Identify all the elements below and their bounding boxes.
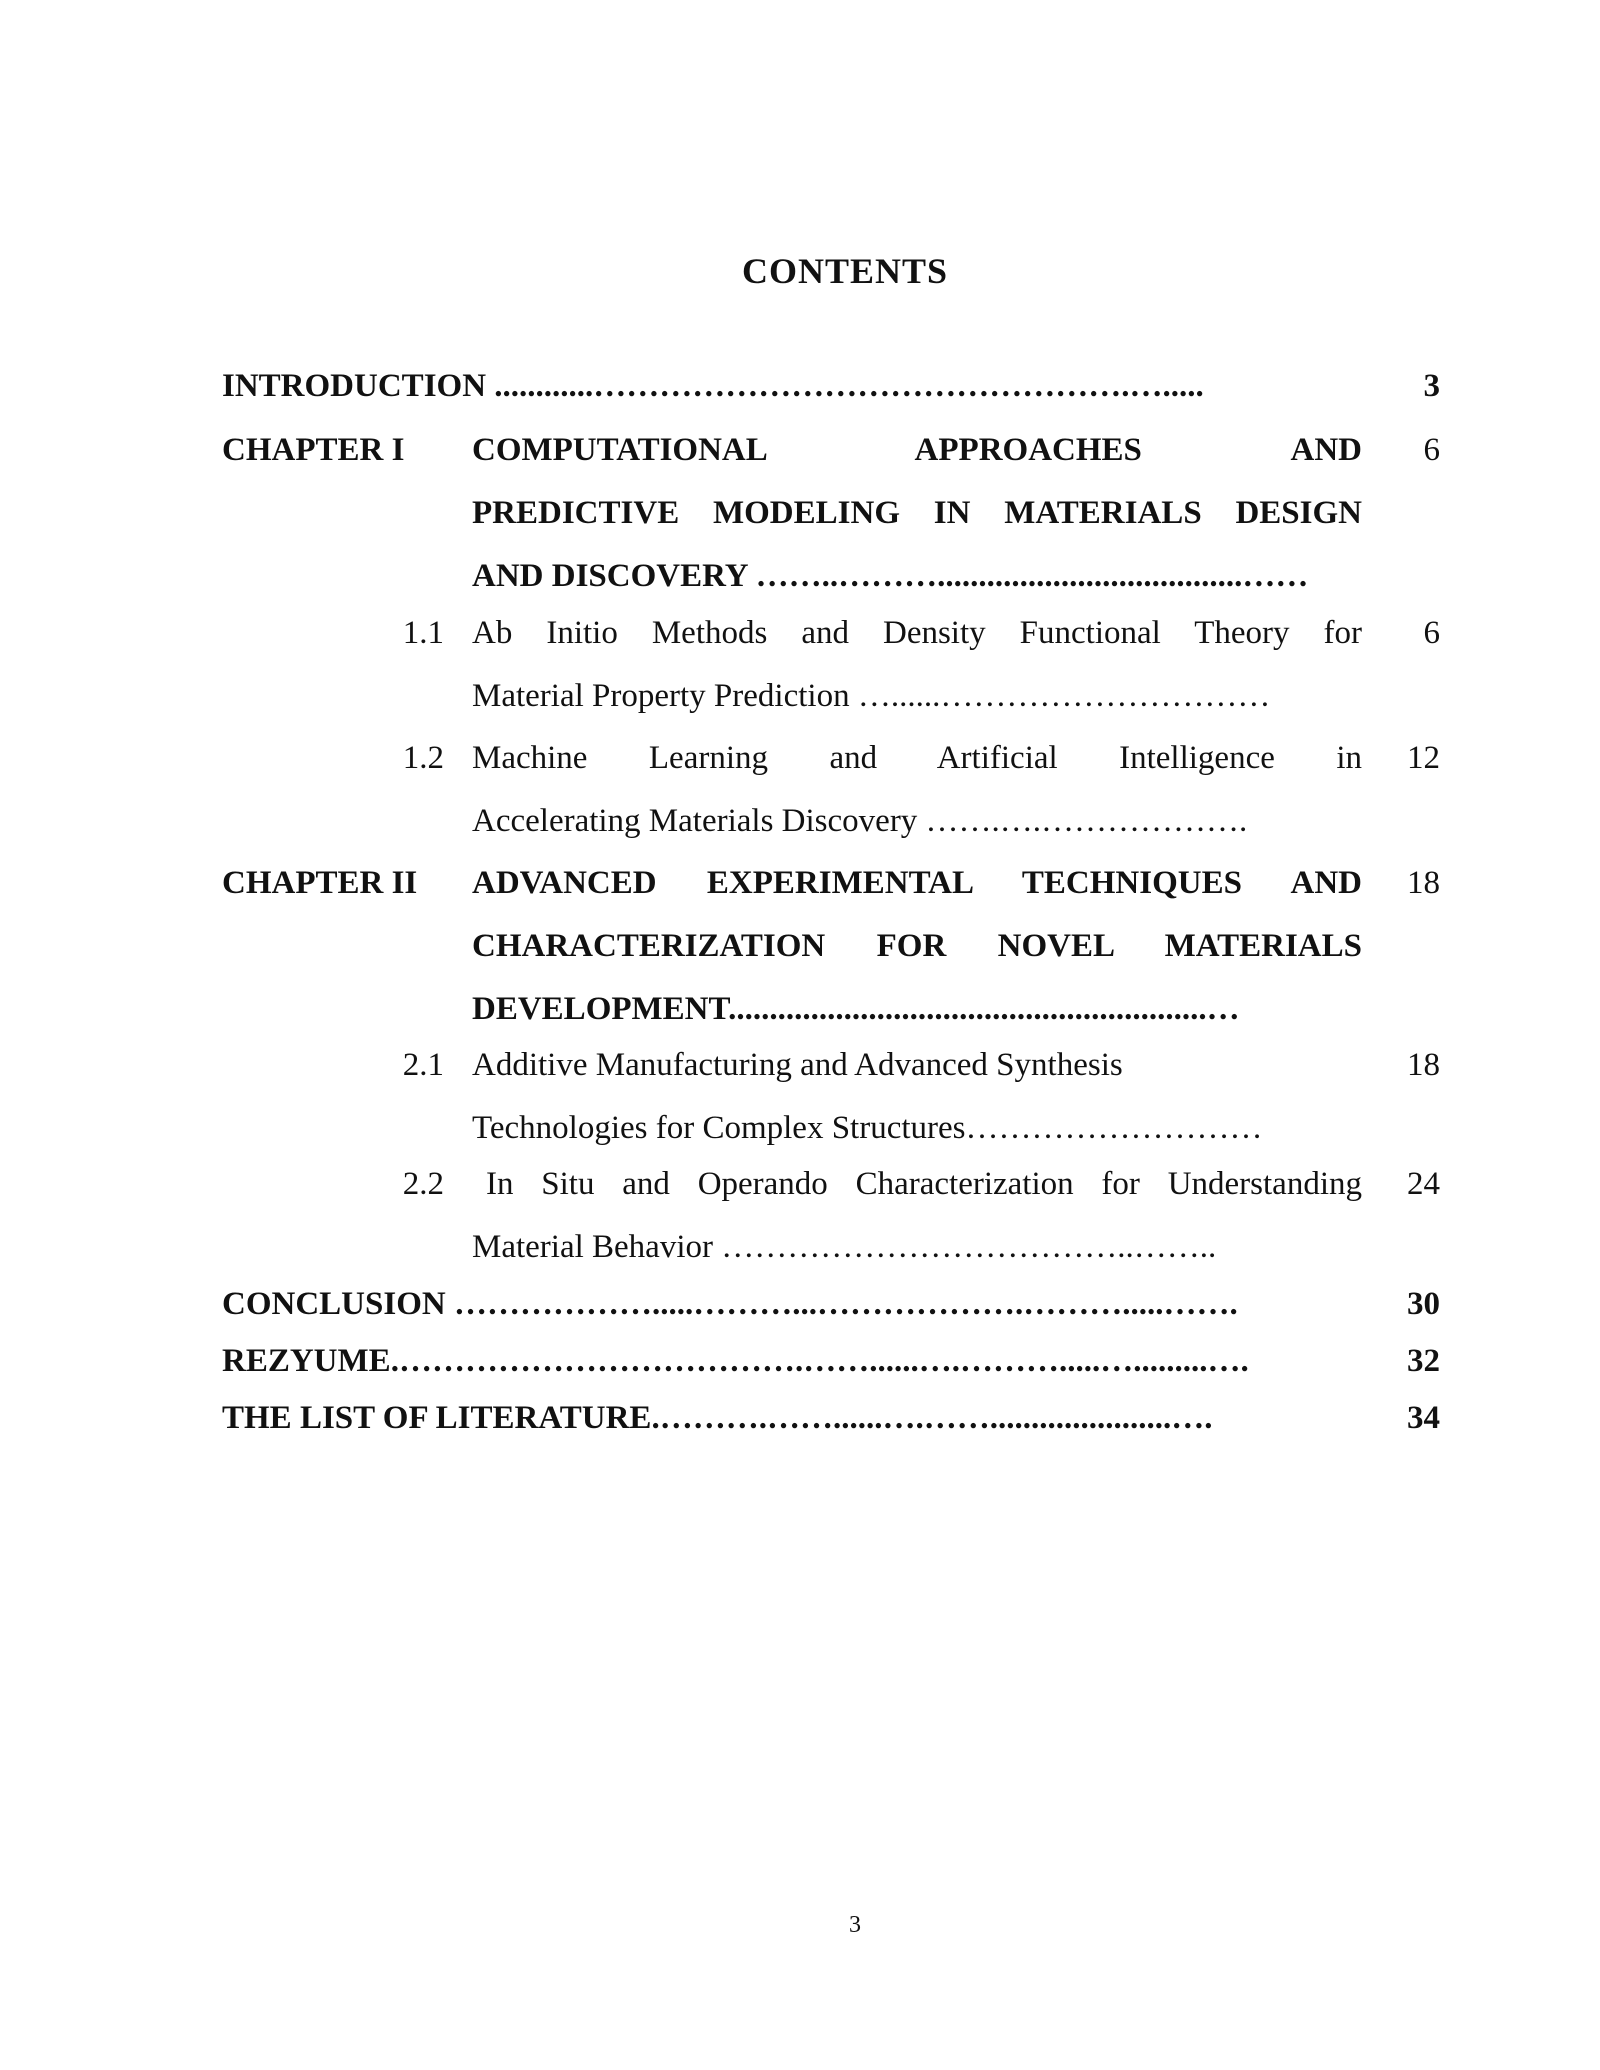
toc-label-chapter-1: CHAPTER I: [222, 432, 405, 468]
toc-leader: .……………………………….……......….……….....….........….: [390, 1343, 1249, 1379]
toc-page-number: 6: [1423, 615, 1440, 651]
toc-label: REZYUME: [222, 1343, 391, 1379]
toc-entry-conclusion: [222, 1286, 1238, 1323]
toc-text-line: Accelerating Materials Discovery …….….……………….: [472, 803, 1248, 839]
toc-text-line: CHARACTERIZATION FOR NOVEL MATERIALS: [472, 928, 1362, 964]
toc-entry-literature: [222, 1400, 1212, 1437]
toc-label: THE LIST OF LITERATURE: [222, 1400, 652, 1436]
toc-text-line: Ab Initio Methods and Density Functional Theory for: [472, 615, 1362, 651]
toc-text-line: Material Property Prediction …......…………………………: [472, 678, 1271, 714]
toc-label-chapter-2: CHAPTER II: [222, 865, 418, 901]
toc-page-number: 3: [1423, 368, 1440, 404]
toc-label: INTRODUCTION: [222, 368, 487, 404]
toc-page-number: 12: [1407, 740, 1440, 776]
toc-text-line: Technologies for Complex Structures………………………: [472, 1110, 1263, 1146]
toc-text-line: Material Behavior ………………………………..……..: [472, 1229, 1217, 1265]
toc-text-line: COMPUTATIONAL APPROACHES AND: [472, 432, 1362, 468]
toc-section-number: 1.1: [402, 615, 444, 651]
toc-leader: ……………….....………...……………….……….....…….: [445, 1286, 1238, 1322]
toc-page-number: 18: [1407, 865, 1440, 901]
page-title: CONTENTS: [741, 251, 949, 291]
footer-page-number: 3: [849, 1912, 861, 1938]
toc-text-line: In Situ and Operando Characterization for Understanding: [486, 1166, 1362, 1202]
toc-page-number: 18: [1407, 1047, 1440, 1083]
toc-leader: .……….……......….……......................….: [651, 1400, 1213, 1436]
toc-section-number: 2.2: [402, 1166, 444, 1202]
toc-section-number: 2.1: [402, 1047, 444, 1083]
toc-text-line: Additive Manufacturing and Advanced Synthesis: [472, 1047, 1123, 1083]
toc-page-number: 34: [1407, 1400, 1440, 1436]
toc-page-number: 6: [1423, 432, 1440, 468]
toc-label: CONCLUSION: [222, 1286, 446, 1322]
toc-page-number: 32: [1407, 1343, 1440, 1379]
toc-leader: ............………………………………………….….....: [486, 368, 1204, 404]
toc-text-line: ADVANCED EXPERIMENTAL TECHNIQUES AND: [472, 865, 1362, 901]
toc-section-number: 1.2: [402, 740, 444, 776]
toc-entry-introduction: [222, 368, 1204, 405]
toc-text-line: DEVELOPMENT..........................................................…: [472, 991, 1240, 1027]
toc-text-line: PREDICTIVE MODELING IN MATERIALS DESIGN: [472, 495, 1362, 531]
toc-text-line: Machine Learning and Artificial Intelligence in: [472, 740, 1362, 776]
toc-entry-rezyume: [222, 1343, 1249, 1380]
toc-text-line: AND DISCOVERY ……..……….....................................……: [472, 558, 1309, 594]
toc-page-number: 24: [1407, 1166, 1440, 1202]
toc-page-number: 30: [1407, 1286, 1440, 1322]
